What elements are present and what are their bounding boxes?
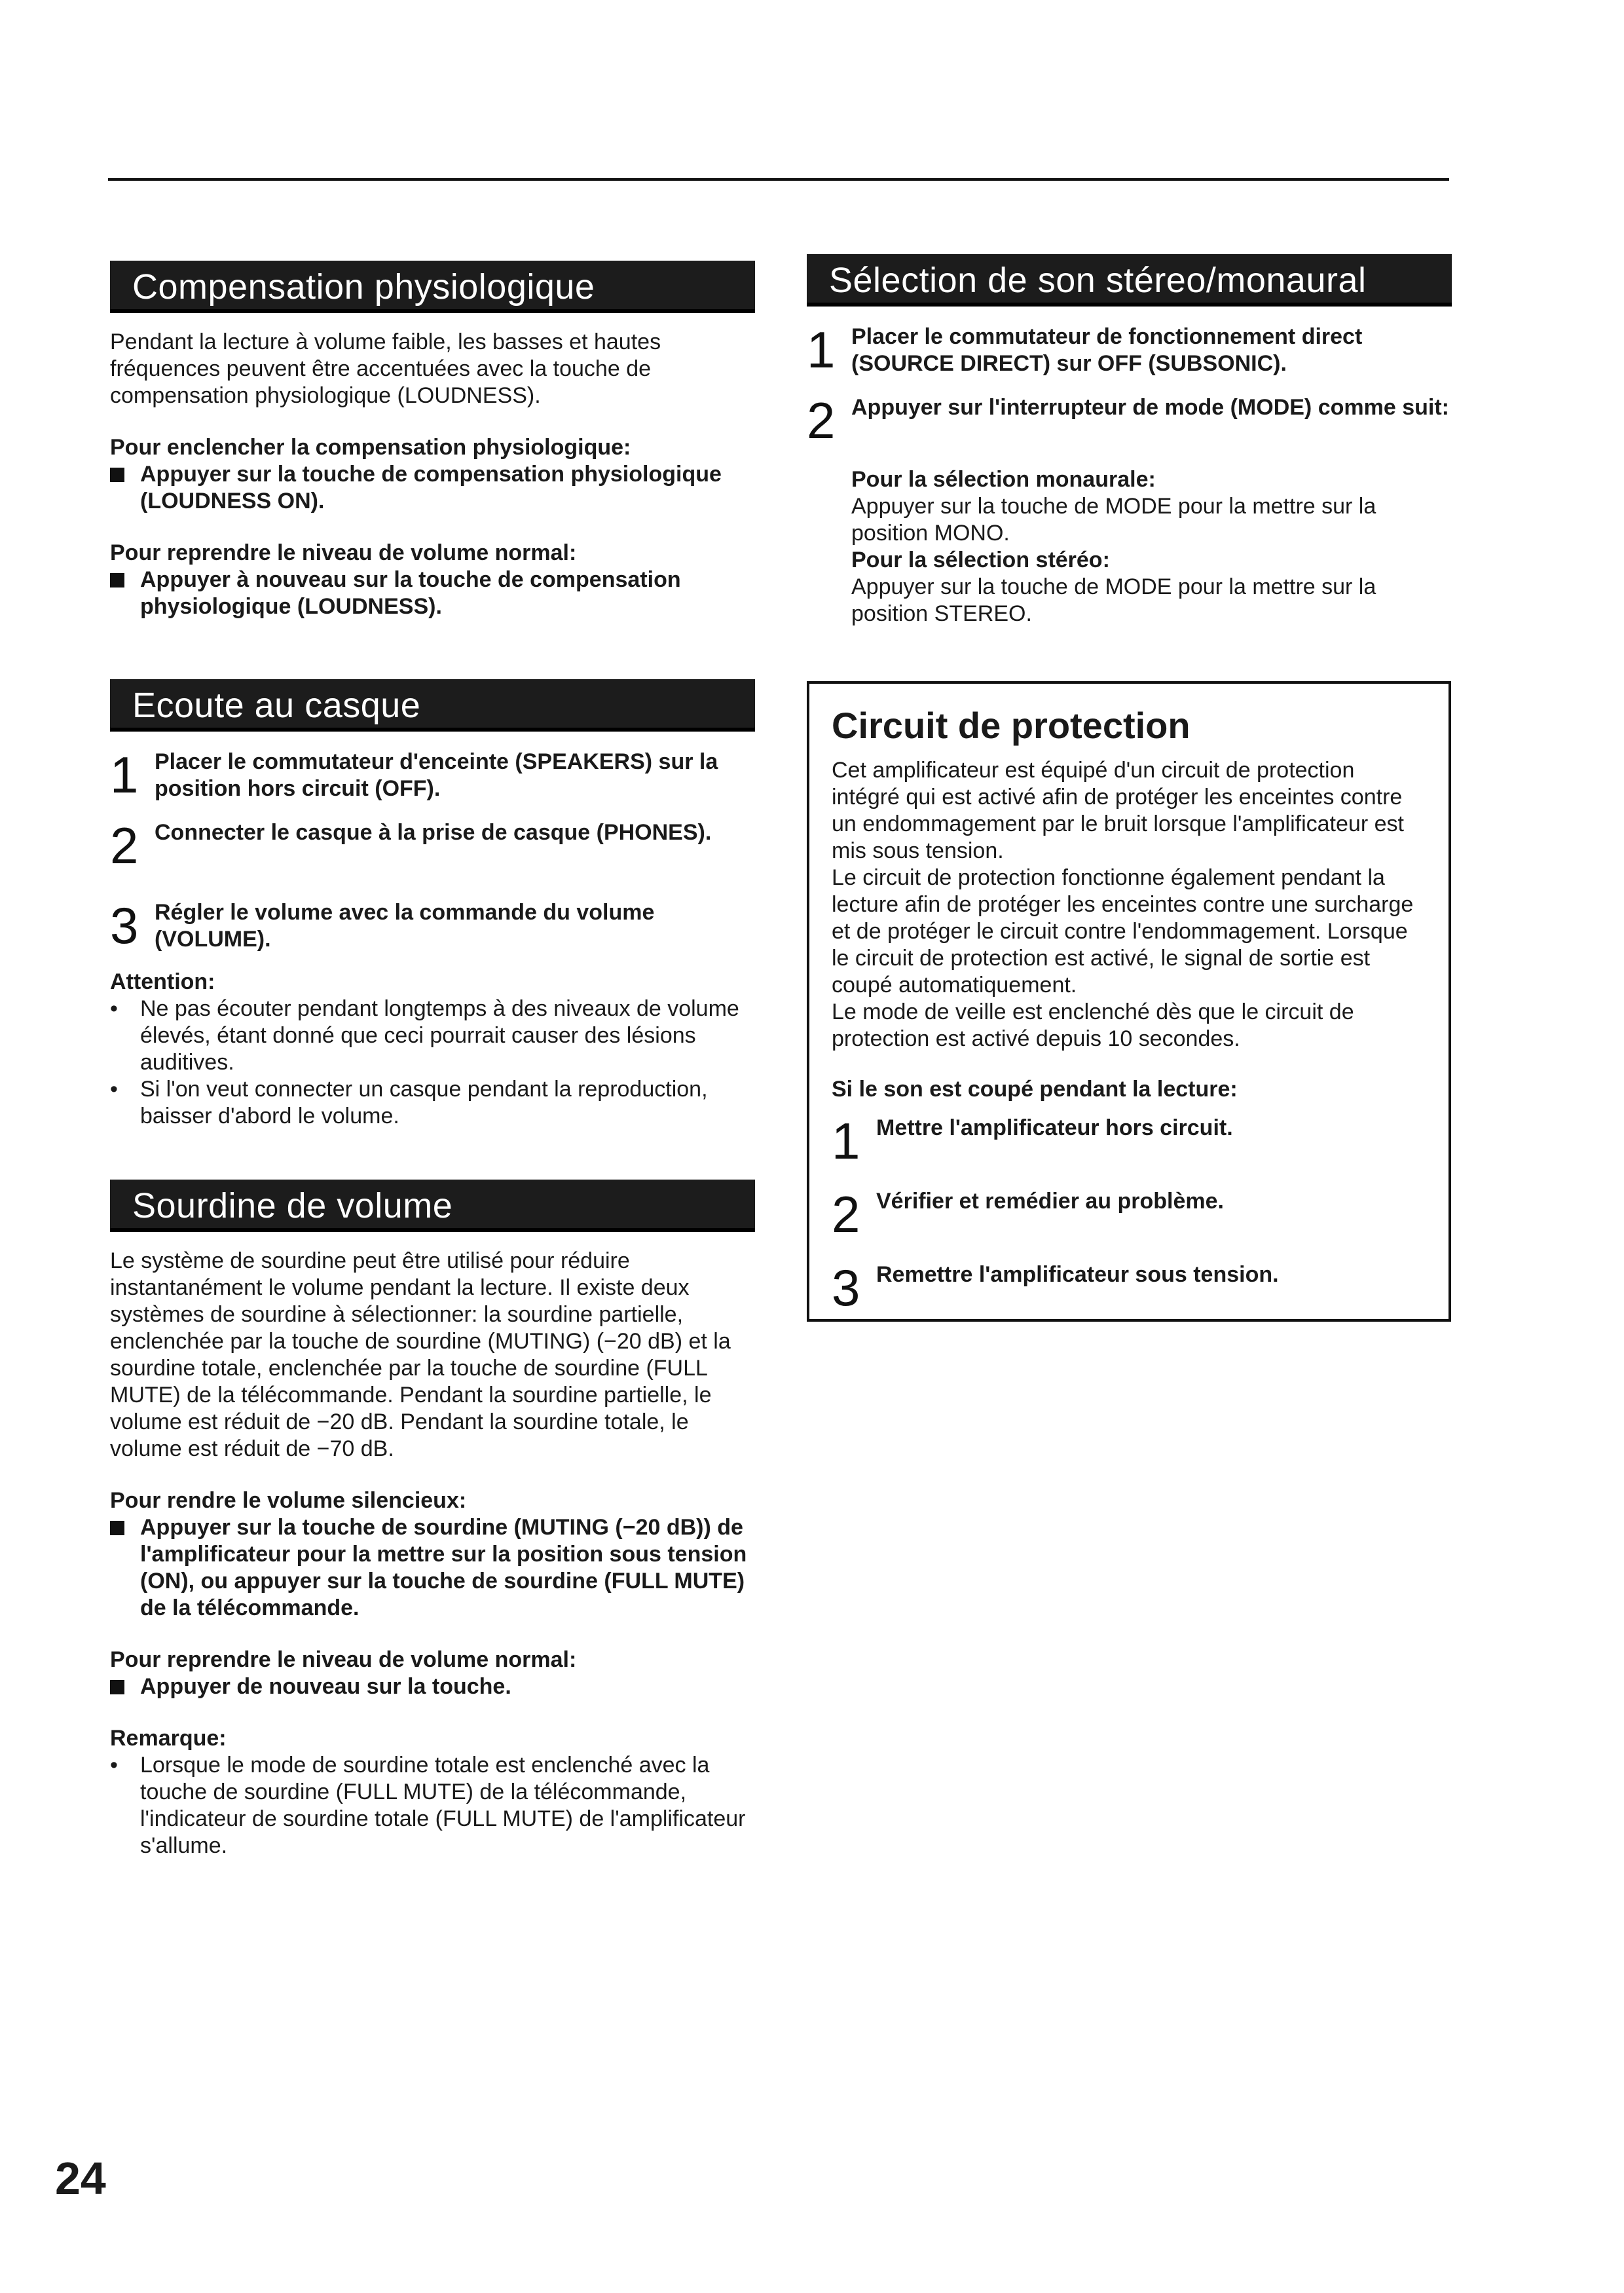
step-text: Mettre l'amplificateur hors circuit.: [876, 1115, 1233, 1140]
section-title-selection: Sélection de son stéreo/monaural: [807, 254, 1452, 307]
selection-step: [807, 320, 1452, 377]
compensation-resume-step: Appuyer à nouveau sur la touche de compensation physiologique (LOUDNESS).: [140, 567, 681, 619]
sourdine-remark-heading: Remarque:: [110, 1726, 227, 1751]
protection-para-3: Le mode de veille est enclenché dès que le circuit de protection est activé depuis 10 secondes.: [832, 999, 1354, 1051]
compensation-resume-heading: Pour reprendre le niveau de volume normal:: [110, 540, 577, 565]
section-title-compensation: Compensation physiologique: [110, 261, 755, 313]
section-title-casque: Ecoute au casque: [110, 679, 755, 732]
step-text: Placer le commutateur d'enceinte (SPEAKERS) sur la position hors circuit (OFF).: [155, 749, 718, 801]
casque-bullet-text: Si l'on veut connecter un casque pendant la reproduction, baisser d'abord le volume.: [140, 1077, 708, 1128]
protection-cut-heading: Si le son est coupé pendant la lecture:: [832, 1077, 1238, 1102]
sourdine-silence-step: Appuyer sur la touche de sourdine (MUTING (−20 dB)) de l'amplificateur pour la mettre sur la position sous tension (ON), ou appuyer sur la touche de sourdine (FULL MUTE) de la télécommande.: [140, 1515, 747, 1620]
step-text: Appuyer sur l'interrupteur de mode (MODE) comme suit:: [851, 395, 1449, 420]
sourdine-silence-item: [110, 1514, 755, 1622]
step-number: 3: [832, 1259, 860, 1316]
step-number: 1: [832, 1112, 860, 1170]
protection-para-1: Cet amplificateur est équipé d'un circuit de protection intégré qui est activé afin de protéger les enceintes contre un endommagement par le bruit lorsque l'amplificateur est mis sous tension.: [832, 758, 1404, 863]
compensation-engage-heading: Pour enclencher la compensation physiologique:: [110, 435, 631, 460]
bullet-dot-icon: •: [110, 1753, 118, 1778]
sourdine-silence-heading: Pour rendre le volume silencieux:: [110, 1488, 467, 1513]
sourdine-resume-step: Appuyer de nouveau sur la touche.: [140, 1674, 511, 1699]
page-number: 24: [55, 2153, 106, 2204]
step-number: 3: [110, 897, 139, 954]
casque-step: [110, 815, 755, 872]
selection-mono-text: Appuyer sur la touche de MODE pour la mettre sur la position MONO.: [851, 494, 1376, 546]
selection-details: [807, 466, 1452, 627]
step-text: Régler le volume avec la commande du volume (VOLUME).: [155, 900, 655, 952]
compensation-intro: Pendant la lecture à volume faible, les basses et hautes fréquences peuvent être accentuées avec la touche de compensation physiologique (LOUDNESS).: [110, 329, 661, 408]
bullet-dot-icon: •: [110, 1077, 118, 1102]
step-text: Vérifier et remédier au problème.: [876, 1189, 1224, 1214]
casque-attention-heading: Attention:: [110, 969, 215, 994]
sourdine-resume-heading: Pour reprendre le niveau de volume normal:: [110, 1647, 577, 1672]
square-bullet-icon: [110, 468, 124, 482]
square-bullet-icon: [110, 1680, 124, 1694]
casque-bullet: [110, 1076, 755, 1130]
selection-step: [807, 390, 1452, 447]
protection-para-2: Le circuit de protection fonctionne également pendant la lecture afin de protéger les enceintes contre une surcharge et de protéger le circuit contre l'endommagement. Lorsque le circuit de protection est activé, le signal de sortie est coupé automatiquement.: [832, 865, 1414, 997]
casque-bullet: [110, 996, 755, 1076]
step-number: 2: [807, 392, 836, 449]
square-bullet-icon: [110, 1521, 124, 1535]
selection-mono-heading: Pour la sélection monaurale:: [851, 467, 1156, 492]
sourdine-remark-text: Lorsque le mode de sourdine totale est enclenché avec la touche de sourdine (FULL MUTE) de la télécommande, l'indicateur de sourdine totale (FULL MUTE) de l'amplificateur s'allume.: [140, 1753, 746, 1858]
step-text: Placer le commutateur de fonctionnement direct (SOURCE DIRECT) sur OFF (SUBSONIC).: [851, 324, 1363, 376]
right-column: [807, 254, 1452, 627]
left-column: [110, 261, 755, 1859]
casque-step: [110, 895, 755, 953]
compensation-engage-step: Appuyer sur la touche de compensation physiologique (LOUDNESS ON).: [140, 462, 722, 513]
step-number: 1: [110, 746, 139, 804]
header-rule: [108, 178, 1449, 181]
step-text: Remettre l'amplificateur sous tension.: [876, 1262, 1279, 1287]
square-bullet-icon: [110, 573, 124, 587]
compensation-resume-item: [110, 567, 755, 620]
step-number: 1: [807, 321, 836, 379]
selection-stereo-text: Appuyer sur la touche de MODE pour la mettre sur la position STEREO.: [851, 574, 1376, 626]
sourdine-remark-bullet: [110, 1752, 755, 1859]
protection-title: Circuit de protection: [832, 705, 1190, 746]
compensation-engage-item: [110, 461, 755, 515]
sourdine-intro: Le système de sourdine peut être utilisé pour réduire instantanément le volume pendant la lecture. Il existe deux systèmes de sourdine à sélectionner: la sourdine partielle, enclenchée par la touche de sourdine (MUTING) (−20 dB) et la sourdine totale, enclenchée par la touche de sourdine (FULL MUTE) de la télécommande. Pendant la sourdine partielle, le volume est réduit de −20 dB. Pendant la sourdine totale, le volume est réduit de −70 dB.: [110, 1248, 731, 1461]
protection-step: [832, 1111, 1426, 1170]
bullet-dot-icon: •: [110, 996, 118, 1021]
sourdine-resume-item: [110, 1673, 755, 1700]
step-number: 2: [832, 1185, 860, 1243]
step-text: Connecter le casque à la prise de casque (PHONES).: [155, 820, 712, 845]
step-number: 2: [110, 817, 139, 874]
casque-step: [110, 745, 755, 802]
protection-step: [832, 1258, 1426, 1314]
casque-bullet-text: Ne pas écouter pendant longtemps à des niveaux de volume élevés, étant donné que ceci pourrait causer des lésions auditives.: [140, 996, 739, 1075]
protection-box: [807, 681, 1451, 1322]
section-title-sourdine: Sourdine de volume: [110, 1180, 755, 1232]
selection-stereo-heading: Pour la sélection stéréo:: [851, 548, 1110, 572]
protection-step: [832, 1184, 1426, 1243]
